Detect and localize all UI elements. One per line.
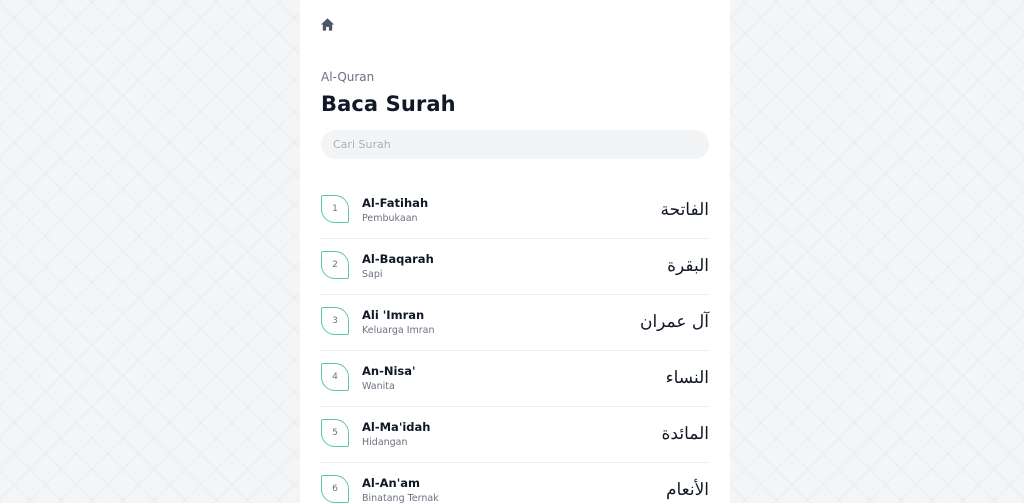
surah-item-ali-imran[interactable] — [321, 295, 709, 351]
main-panel — [300, 0, 730, 503]
surah-number-badge: 4 — [321, 363, 349, 391]
surah-number-badge: 6 — [321, 475, 349, 503]
surah-arabic-name: البقرة — [667, 256, 709, 276]
surah-name: An-Nisa' — [362, 364, 416, 378]
surah-name: Al-Baqarah — [362, 252, 434, 266]
surah-item-an-nisa[interactable] — [321, 351, 709, 407]
search-input[interactable] — [321, 130, 709, 159]
surah-meaning: Wanita — [362, 381, 395, 392]
surah-name: Al-Ma'idah — [362, 420, 431, 434]
surah-meaning: Binatang Ternak — [362, 493, 439, 503]
surah-item-al-maidah[interactable] — [321, 407, 709, 463]
page-title: Baca Surah — [321, 92, 456, 116]
breadcrumb: Al-Quran — [321, 70, 375, 84]
home-icon[interactable] — [320, 17, 335, 32]
surah-arabic-name: النساء — [665, 368, 709, 388]
surah-meaning: Hidangan — [362, 437, 408, 448]
surah-meaning: Sapi — [362, 269, 383, 280]
surah-number-badge: 5 — [321, 419, 349, 447]
surah-name: Al-An'am — [362, 476, 420, 490]
surah-item-al-fatihah[interactable] — [321, 183, 709, 239]
surah-number-badge: 1 — [321, 195, 349, 223]
surah-item-al-baqarah[interactable] — [321, 239, 709, 295]
surah-arabic-name: آل عمران — [639, 312, 709, 332]
surah-number-badge: 2 — [321, 251, 349, 279]
surah-arabic-name: الأنعام — [665, 480, 709, 500]
surah-arabic-name: المائدة — [661, 424, 709, 444]
home-icon-glyph — [320, 17, 335, 32]
surah-name: Ali 'Imran — [362, 308, 425, 322]
surah-number-badge: 3 — [321, 307, 349, 335]
surah-arabic-name: الفاتحة — [660, 200, 709, 220]
surah-item-al-anam[interactable] — [321, 463, 709, 503]
surah-meaning: Keluarga Imran — [362, 325, 435, 336]
surah-name: Al-Fatihah — [362, 196, 429, 210]
surah-list — [321, 183, 709, 503]
surah-meaning: Pembukaan — [362, 213, 418, 224]
